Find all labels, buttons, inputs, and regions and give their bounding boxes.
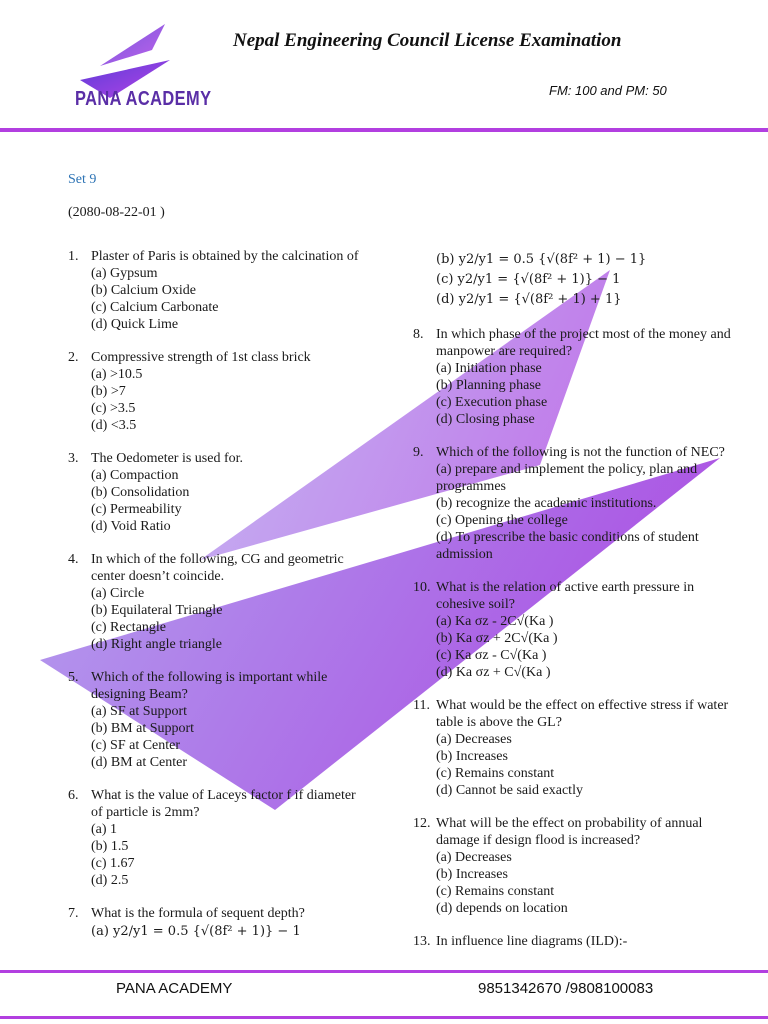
question-text: Which of the following is not the function of NEC?: [436, 445, 725, 460]
question-option: (b) Planning phase: [436, 378, 541, 393]
question-text: In influence line diagrams (ILD):-: [436, 934, 628, 949]
question-5: [68, 669, 368, 771]
question-option: (c) 1.67: [91, 856, 135, 871]
question-12: [413, 815, 733, 917]
question-option: (b) Ka σz + 2C√(Ka ): [436, 631, 558, 646]
question-option: (d) y2/y1 = {√(8f² + 1) + 1}: [436, 292, 622, 307]
question-option: (d) Cannot be said exactly: [436, 783, 583, 798]
question-option: (d) Void Ratio: [91, 519, 171, 534]
page-header: [0, 0, 768, 135]
question-number: 1.: [68, 249, 79, 264]
question-number: 9.: [413, 445, 424, 460]
question-option: (b) Increases: [436, 749, 508, 764]
question-8: [413, 326, 733, 428]
question-text: In which phase of the project most of the money and manpower are required?: [436, 327, 731, 359]
question-option: (b) Calcium Oxide: [91, 283, 196, 298]
question-9: [413, 444, 733, 563]
question-option: (a) Decreases: [436, 850, 512, 865]
exam-title: Nepal Engineering Council License Examination: [233, 30, 622, 51]
question-text: The Oedometer is used for.: [91, 451, 244, 466]
footer-divider: [0, 970, 768, 973]
question-option: (a) Gypsum: [91, 266, 158, 281]
footer-phone: 9851342670 /9808100083: [478, 980, 654, 997]
question-7-continued: [413, 250, 733, 310]
question-4: [68, 551, 368, 653]
question-option: (c) Calcium Carbonate: [91, 300, 219, 315]
set-label: Set 9: [68, 172, 97, 187]
question-option: (a) y2/y1 = 0.5 {√(8f² + 1)} − 1: [91, 924, 301, 939]
footer-bottom-line: [0, 1016, 768, 1019]
question-option: (d) Right angle triangle: [91, 637, 223, 652]
question-option: (a) >10.5: [91, 367, 143, 382]
question-number: 12.: [413, 816, 431, 831]
question-option: (c) >3.5: [91, 401, 136, 416]
question-number: 11.: [413, 698, 430, 713]
question-option: (d) depends on location: [436, 901, 568, 916]
question-option: (d) <3.5: [91, 418, 137, 433]
question-option: (d) 2.5: [91, 873, 129, 888]
question-option: (d) Closing phase: [436, 412, 535, 427]
question-option: (b) y2/y1 = 0.5 {√(8f² + 1) − 1}: [436, 252, 647, 267]
question-option: (a) SF at Support: [91, 704, 188, 719]
full-pass-marks: FM: 100 and PM: 50: [549, 83, 667, 98]
question-option: (c) y2/y1 = {√(8f² + 1)} − 1: [436, 272, 621, 287]
right-column: [413, 250, 733, 966]
question-option: (b) Consolidation: [91, 485, 190, 500]
question-option: (c) Remains constant: [436, 766, 555, 781]
question-option: (c) SF at Center: [91, 738, 181, 753]
question-option: (c) Ka σz - C√(Ka ): [436, 648, 547, 663]
question-text: What will be the effect on probability of annual damage if design flood is increased?: [436, 816, 703, 848]
question-option: (d) To prescribe the basic conditions of student admission: [436, 530, 699, 562]
question-13: [413, 933, 733, 950]
question-text: What would be the effect on effective stress if water table is above the GL?: [436, 698, 729, 730]
question-1: [68, 248, 368, 333]
question-6: [68, 787, 368, 889]
question-text: What is the relation of active earth pressure in cohesive soil?: [436, 580, 695, 612]
question-number: 5.: [68, 670, 79, 685]
question-2: [68, 349, 368, 434]
question-number: 4.: [68, 552, 79, 567]
footer-brand: PANA ACADEMY: [116, 980, 233, 997]
header-divider: [0, 128, 768, 132]
question-text: Which of the following is important while designing Beam?: [91, 670, 328, 702]
question-number: 6.: [68, 788, 79, 803]
left-column: [68, 248, 368, 958]
question-number: 3.: [68, 451, 79, 466]
question-option: (d) Quick Lime: [91, 317, 179, 332]
question-number: 7.: [68, 906, 79, 921]
question-text: Compressive strength of 1st class brick: [91, 350, 311, 365]
question-option: (a) Ka σz - 2C√(Ka ): [436, 614, 554, 629]
brand-name: PANA ACADEMY: [75, 88, 212, 110]
question-option: (d) Ka σz + C√(Ka ): [436, 665, 551, 680]
question-number: 2.: [68, 350, 79, 365]
question-option: (a) prepare and implement the policy, plan and programmes: [436, 462, 698, 494]
question-11: [413, 697, 733, 799]
question-option: (c) Rectangle: [91, 620, 167, 635]
question-option: (a) Circle: [91, 586, 145, 601]
question-option: (c) Execution phase: [436, 395, 548, 410]
question-option: (a) 1: [91, 822, 118, 837]
question-text: In which of the following, CG and geometric center doesn’t coincide.: [91, 552, 344, 584]
question-option: (c) Opening the college: [436, 513, 568, 528]
question-option: (b) Increases: [436, 867, 508, 882]
question-option: (d) BM at Center: [91, 755, 188, 770]
question-option: (c) Remains constant: [436, 884, 555, 899]
exam-date: (2080-08-22-01 ): [68, 205, 165, 220]
question-option: (a) Compaction: [91, 468, 179, 483]
question-option: (a) Initiation phase: [436, 361, 542, 376]
question-text: What is the value of Laceys factor f if diameter of particle is 2mm?: [91, 788, 356, 820]
question-option: (b) Equilateral Triangle: [91, 603, 223, 618]
question-text: What is the formula of sequent depth?: [91, 906, 305, 921]
question-option: (a) Decreases: [436, 732, 512, 747]
question-number: 13.: [413, 934, 431, 949]
question-option: (b) >7: [91, 384, 126, 399]
question-3: [68, 450, 368, 535]
question-option: (b) BM at Support: [91, 721, 195, 736]
question-text: Plaster of Paris is obtained by the calcination of: [91, 249, 359, 264]
question-number: 8.: [413, 327, 424, 342]
question-7: [68, 905, 368, 942]
question-option: (b) recognize the academic institutions.: [436, 496, 657, 511]
question-option: (c) Permeability: [91, 502, 182, 517]
question-number: 10.: [413, 580, 431, 595]
question-10: [413, 579, 733, 681]
question-option: (b) 1.5: [91, 839, 129, 854]
